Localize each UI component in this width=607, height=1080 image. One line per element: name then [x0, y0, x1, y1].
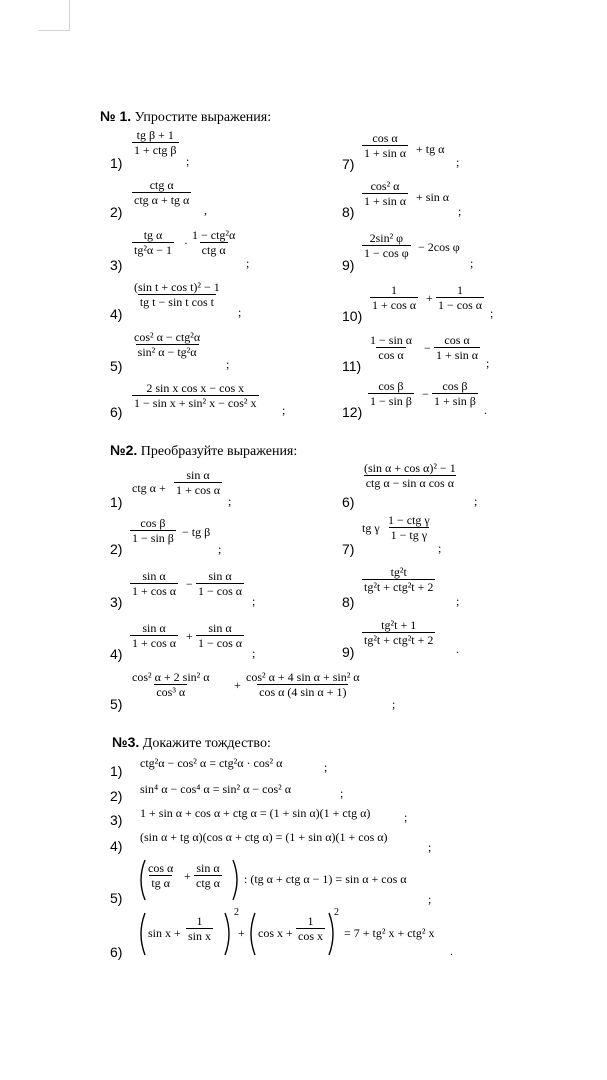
- task-3-6-left-paren-2: [246, 912, 258, 956]
- task-1-10-denominator-b: 1 − cos α: [438, 298, 483, 312]
- task-1-11-label: 11): [342, 358, 362, 374]
- task-1-6-punct: ;: [282, 403, 286, 417]
- task-2-5-punct: ;: [392, 697, 396, 711]
- task-2-4-label: 4): [110, 646, 123, 662]
- task-1-10-numerator-b: 1: [457, 283, 464, 297]
- task-1-9-denominator: 1 − cos φ: [364, 246, 409, 260]
- task-1-10-label: 10): [342, 308, 363, 324]
- task-1-7-rest: + tg α: [416, 142, 445, 156]
- task-1-12-label: 12): [342, 404, 363, 420]
- task-1-1-numerator: tg β + 1: [136, 128, 174, 142]
- task-2-5-fraction-a: [130, 670, 212, 699]
- section-3-text: Докажите тождество:: [142, 736, 271, 751]
- section-2-title: [110, 442, 297, 460]
- task-1-11-denominator-a: cos α: [378, 348, 404, 362]
- task-1-5-fraction: [132, 330, 202, 359]
- task-1-12-denominator-a: 1 − sin β: [370, 394, 412, 408]
- task-1-1-label: 1): [110, 155, 123, 171]
- task-1-11-fraction-a: [368, 333, 414, 362]
- task-1-12-denominator-b: 1 + sin β: [434, 394, 476, 408]
- task-1-8-denominator: 1 + sin α: [364, 194, 407, 208]
- task-1-3-fraction-a: [132, 228, 174, 257]
- task-3-6-label: 6): [110, 944, 123, 960]
- task-1-3-denominator-b: ctg α: [201, 243, 226, 257]
- task-1-1-denominator: 1 + ctg β: [134, 143, 177, 157]
- task-3-6-prefix-1: sin x +: [148, 926, 181, 940]
- task-3-1-punct: ;: [324, 760, 328, 774]
- task-1-5-denominator: sin² α − tg²α: [137, 345, 197, 359]
- task-1-2-label: 2): [110, 204, 123, 220]
- task-2-2-rest: − tg β: [182, 525, 211, 539]
- task-3-5-numerator-a: cos α: [148, 861, 174, 875]
- task-2-8-denominator: tg²t + ctg²t + 2: [364, 580, 434, 594]
- task-3-5-denominator-a: tg α: [151, 876, 170, 890]
- task-2-5-denominator-b: cos α (4 sin α + 1): [259, 685, 347, 699]
- task-1-10-operator: +: [426, 291, 433, 305]
- task-3-5-right-paren: [230, 859, 242, 901]
- task-2-8-label: 8): [342, 594, 355, 610]
- task-3-5-denominator-b: ctg α: [196, 876, 220, 890]
- task-3-6-right-paren-1: [222, 912, 234, 956]
- task-1-3-operator: ·: [184, 236, 188, 250]
- task-2-7-denominator: 1 − tg γ: [390, 528, 428, 542]
- task-3-5-punct: ;: [428, 892, 432, 906]
- task-2-5-numerator-b: cos² α + 4 sin α + sin² α: [246, 670, 360, 684]
- task-1-10-punct: ;: [490, 306, 494, 320]
- task-2-6-numerator: (sin α + cos α)² − 1: [364, 461, 456, 475]
- task-2-4-fraction-a: [130, 621, 178, 650]
- task-1-10-denominator-a: 1 + cos α: [372, 298, 417, 312]
- task-2-3-fraction-b: [196, 569, 244, 598]
- task-2-6-punct: ;: [474, 494, 478, 508]
- task-1-12-punct: .: [484, 403, 487, 417]
- section-3-title: [112, 734, 271, 752]
- task-1-10-fraction-a: [370, 283, 418, 312]
- task-1-11-numerator-a: 1 − sin α: [370, 333, 413, 347]
- task-1-1-fraction: [132, 128, 179, 157]
- task-3-6-rest: = 7 + tg² x + ctg² x: [344, 926, 435, 940]
- task-2-1-fraction: [174, 468, 222, 497]
- task-1-12-fraction-b: [432, 379, 478, 408]
- task-2-3-numerator-b: sin α: [208, 569, 232, 583]
- task-2-6-label: 6): [342, 494, 355, 510]
- task-1-11-operator: −: [424, 341, 431, 355]
- task-2-2-label: 2): [110, 541, 123, 557]
- task-1-2-fraction: [132, 178, 191, 207]
- task-1-7-label: 7): [342, 156, 355, 172]
- task-2-1-prefix: ctg α +: [132, 481, 166, 495]
- task-2-3-denominator-b: 1 − cos α: [198, 584, 243, 598]
- task-1-12-fraction-a: [368, 379, 414, 408]
- section-1-number: № 1.: [100, 108, 132, 124]
- task-2-7-label: 7): [342, 541, 355, 557]
- task-1-8-rest: + sin α: [416, 190, 450, 204]
- task-2-5-denominator-a: cos³ α: [156, 685, 186, 699]
- task-1-3-denominator-a: tg²α − 1: [134, 243, 172, 257]
- task-3-4-punct: ;: [428, 840, 432, 854]
- task-1-8-fraction: [362, 179, 408, 208]
- task-2-1-label: 1): [110, 494, 123, 510]
- task-3-5-rest: : (tg α + ctg α − 1) = sin α + cos α: [244, 872, 407, 886]
- task-3-2-punct: ;: [340, 786, 344, 800]
- task-3-2-expression: sin⁴ α − cos⁴ α = sin² α − cos² α: [140, 782, 292, 796]
- task-2-8-numerator: tg²t: [390, 565, 407, 579]
- task-1-3-fraction-b: [190, 228, 237, 257]
- task-1-3-punct: ;: [246, 256, 250, 270]
- task-1-4-denominator: tg t − sin t cos t: [139, 295, 214, 309]
- task-3-6-fraction-b: [296, 914, 325, 943]
- task-2-9-fraction: [362, 618, 435, 647]
- task-3-5-operator: +: [184, 869, 191, 883]
- task-2-7-numerator: 1 − ctg γ: [388, 513, 430, 527]
- task-1-9-punct: ;: [470, 256, 474, 270]
- task-1-9-numerator: 2sin² φ: [369, 231, 404, 245]
- task-3-2-label: 2): [110, 788, 123, 804]
- task-2-5-fraction-b: [244, 670, 362, 699]
- section-3-number: №3.: [112, 734, 140, 750]
- task-1-8-numerator: cos² α: [370, 179, 400, 193]
- task-2-4-numerator-a: sin α: [142, 621, 166, 635]
- task-1-2-punct: ,: [204, 203, 207, 217]
- task-2-6-denominator: ctg α − sin α cos α: [365, 476, 454, 490]
- task-2-3-label: 3): [110, 594, 123, 610]
- task-1-8-label: 8): [342, 204, 355, 220]
- task-3-6-denominator-b: cos x: [298, 929, 323, 943]
- task-1-5-punct: ;: [226, 357, 230, 371]
- task-1-4-numerator: (sin t + cos t)² − 1: [134, 280, 220, 294]
- task-2-8-fraction: [362, 565, 435, 594]
- task-3-3-label: 3): [110, 812, 123, 828]
- task-1-9-label: 9): [342, 257, 355, 273]
- task-2-2-punct: ;: [218, 542, 222, 556]
- task-3-5-fraction-b: [194, 861, 222, 890]
- task-3-3-expression: 1 + sin α + cos α + ctg α = (1 + sin α)(1 + ctg α): [140, 806, 371, 820]
- task-2-4-fraction-b: [196, 621, 244, 650]
- task-1-3-numerator-b: 1 − ctg²α: [192, 228, 236, 242]
- task-3-6-fraction-a: [186, 914, 213, 943]
- task-3-6-numerator-a: 1: [196, 914, 203, 928]
- task-2-9-denominator: tg²t + ctg²t + 2: [364, 633, 434, 647]
- task-1-6-label: 6): [110, 404, 123, 420]
- task-3-6-exponent-2: 2: [334, 907, 339, 918]
- task-1-10-numerator-a: 1: [391, 283, 398, 297]
- task-2-3-denominator-a: 1 + cos α: [132, 584, 177, 598]
- task-2-4-denominator-b: 1 − cos α: [198, 636, 243, 650]
- task-1-12-numerator-a: cos β: [378, 379, 404, 393]
- task-3-4-label: 4): [110, 838, 123, 854]
- task-2-1-punct: ;: [228, 494, 232, 508]
- task-1-7-fraction: [362, 131, 408, 160]
- task-1-7-punct: ;: [456, 155, 460, 169]
- task-3-6-operator: +: [238, 926, 245, 940]
- task-3-5-numerator-b: sin α: [196, 861, 220, 875]
- task-2-6-fraction: [362, 461, 458, 490]
- task-1-9-fraction: [362, 231, 411, 260]
- task-2-4-punct: ;: [252, 646, 256, 660]
- task-1-8-punct: ;: [458, 204, 462, 218]
- task-1-5-label: 5): [110, 358, 123, 374]
- task-2-5-label: 5): [110, 696, 123, 712]
- task-1-2-denominator: ctg α + tg α: [134, 193, 190, 207]
- task-1-11-denominator-b: 1 + sin α: [436, 348, 479, 362]
- task-1-1-punct: ;: [186, 154, 190, 168]
- task-2-4-operator: +: [186, 629, 193, 643]
- task-1-12-numerator-b: cos β: [442, 379, 468, 393]
- task-2-2-denominator: 1 − sin β: [132, 531, 174, 545]
- task-3-6-right-paren-2: [326, 912, 338, 956]
- task-3-4-expression: (sin α + tg α)(cos α + ctg α) = (1 + sin α)(1 + cos α): [140, 830, 388, 844]
- task-1-11-numerator-b: cos α: [444, 333, 470, 347]
- task-3-3-punct: ;: [404, 810, 408, 824]
- task-1-4-label: 4): [110, 306, 123, 322]
- task-2-7-punct: ;: [438, 541, 442, 555]
- task-3-6-prefix-2: cos x +: [258, 926, 293, 940]
- task-3-6-punct: .: [450, 944, 453, 958]
- task-1-7-numerator: cos α: [372, 131, 398, 145]
- task-3-6-exponent-1: 2: [234, 907, 239, 918]
- page-corner-mark: [38, 0, 70, 31]
- task-3-6-left-paren-1: [136, 912, 148, 956]
- task-2-3-punct: ;: [252, 594, 256, 608]
- task-1-10-fraction-b: [436, 283, 484, 312]
- task-1-7-denominator: 1 + sin α: [364, 146, 407, 160]
- task-2-1-numerator: sin α: [186, 468, 210, 482]
- task-2-3-operator: −: [186, 577, 193, 591]
- task-2-5-numerator-a: cos² α + 2 sin² α: [132, 670, 210, 684]
- task-2-9-label: 9): [342, 644, 355, 660]
- task-2-9-numerator: tg²t + 1: [381, 618, 417, 632]
- task-1-4-fraction: [132, 280, 222, 309]
- task-2-3-fraction-a: [130, 569, 178, 598]
- task-2-4-numerator-b: sin α: [208, 621, 232, 635]
- task-2-7-prefix: tg γ: [362, 521, 380, 535]
- task-1-9-rest: − 2cos φ: [418, 240, 460, 254]
- task-2-4-denominator-a: 1 + cos α: [132, 636, 177, 650]
- task-1-4-punct: ;: [238, 305, 242, 319]
- task-1-12-operator: −: [422, 387, 429, 401]
- task-1-6-numerator: 2 sin x cos x − cos x: [146, 381, 245, 395]
- task-2-2-numerator: cos β: [140, 516, 166, 530]
- task-3-6-denominator-a: sin x: [188, 929, 212, 943]
- task-2-5-operator: +: [234, 678, 241, 692]
- task-2-7-fraction: [386, 513, 432, 542]
- section-2-text: Преобразуйте выражения:: [140, 444, 298, 459]
- task-3-1-label: 1): [110, 763, 123, 779]
- task-3-5-label: 5): [110, 890, 123, 906]
- task-3-1-expression: ctg²α − cos² α = ctg²α · cos² α: [140, 756, 283, 770]
- task-3-6-numerator-b: 1: [307, 914, 314, 928]
- task-1-6-fraction: [132, 381, 259, 410]
- section-1-text: Упростите выражения:: [134, 110, 272, 125]
- task-1-2-numerator: ctg α: [149, 178, 174, 192]
- section-1-title: [100, 108, 271, 126]
- task-2-3-numerator-a: sin α: [142, 569, 166, 583]
- section-2-number: №2.: [110, 442, 138, 458]
- task-1-3-numerator-a: tg α: [143, 228, 163, 242]
- task-1-3-label: 3): [110, 257, 123, 273]
- task-1-6-denominator: 1 − sin x + sin² x − cos² x: [134, 396, 257, 410]
- task-1-11-fraction-b: [434, 333, 480, 362]
- task-2-9-punct: .: [456, 642, 459, 656]
- task-2-1-denominator: 1 + cos α: [176, 483, 221, 497]
- task-3-5-fraction-a: [146, 861, 175, 890]
- task-1-5-numerator: cos² α − ctg²α: [134, 330, 201, 344]
- task-2-8-punct: ;: [456, 594, 460, 608]
- task-2-2-fraction: [130, 516, 176, 545]
- task-1-11-punct: ;: [486, 356, 490, 370]
